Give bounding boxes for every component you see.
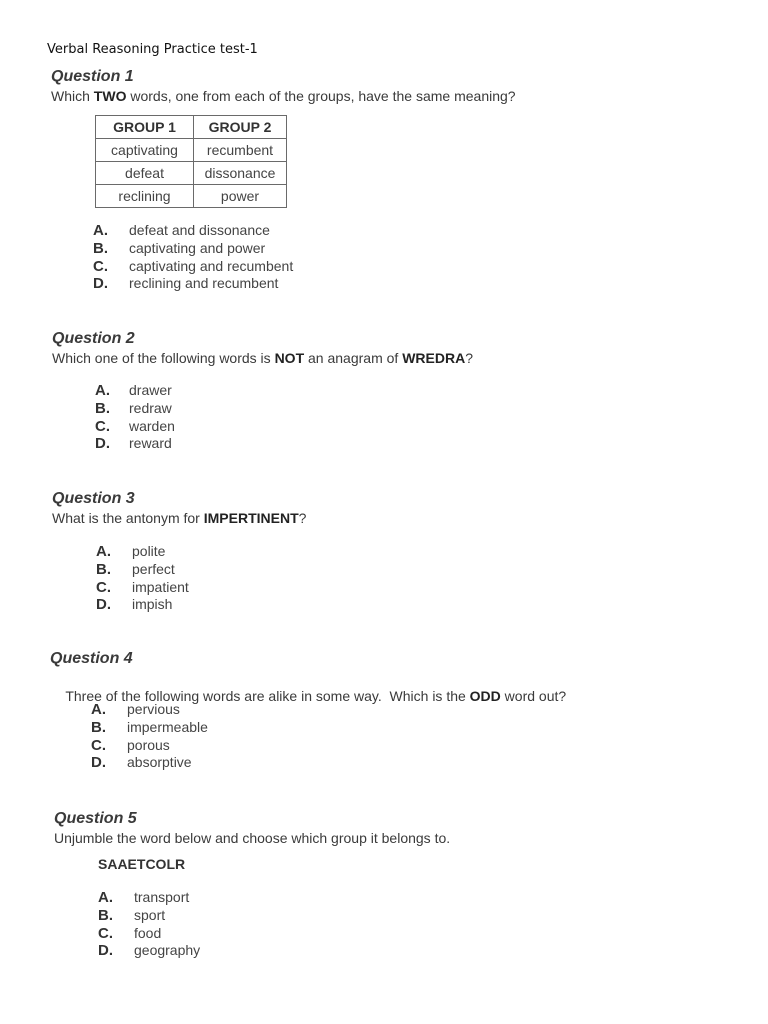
question-5 (54, 809, 450, 847)
question-1 (51, 67, 516, 105)
option-text: food (134, 924, 162, 941)
question-text-part: What is the antonym for (52, 510, 204, 526)
option-c[interactable] (98, 925, 200, 943)
option-letter: C. (98, 924, 113, 942)
option-letter: A. (98, 889, 113, 906)
option-text: drawer (129, 382, 172, 398)
table-cell: recumbent (194, 139, 287, 162)
table-row (96, 185, 287, 208)
table-header-cell: GROUP 2 (194, 116, 287, 139)
option-letter: C. (93, 257, 108, 275)
option-c[interactable] (91, 737, 208, 755)
option-text: defeat and dissonance (129, 222, 270, 238)
option-b[interactable] (91, 719, 208, 737)
option-text: impatient (132, 578, 189, 595)
question-text-part: word out? (500, 688, 567, 704)
option-text: geography (134, 942, 201, 959)
option-text: perfect (132, 560, 175, 577)
table-cell: captivating (96, 139, 194, 162)
option-text: absorptive (127, 754, 192, 771)
option-text: sport (134, 906, 166, 923)
question-heading: Question 5 (54, 810, 137, 827)
option-text: captivating and power (129, 239, 266, 256)
table-header-row (96, 116, 287, 139)
question-text-part: ? (298, 510, 307, 526)
options-list (93, 222, 293, 293)
question-text-part: Unjumble the word below and choose which group it belongs to. (54, 830, 451, 846)
option-letter: A. (95, 382, 110, 399)
option-letter: B. (98, 906, 113, 924)
question-text (54, 829, 450, 847)
question-text-part: ? (465, 350, 473, 366)
option-b[interactable] (96, 561, 189, 579)
option-letter: D. (93, 275, 108, 293)
question-heading: Question 3 (52, 490, 135, 507)
option-d[interactable] (91, 754, 208, 772)
question-heading: Question 2 (52, 330, 135, 347)
option-letter: B. (93, 239, 108, 257)
option-letter: A. (91, 701, 106, 718)
jumbled-word: SAAETCOLR (98, 856, 186, 872)
options-list (95, 382, 175, 453)
option-letter: A. (93, 222, 108, 239)
option-a[interactable] (91, 701, 208, 719)
option-letter: D. (96, 596, 111, 614)
table-cell: defeat (96, 162, 194, 185)
table-row (96, 139, 287, 162)
option-a[interactable] (98, 889, 200, 907)
option-d[interactable] (93, 275, 293, 293)
question-heading: Question 1 (51, 68, 134, 85)
option-text: transport (134, 889, 190, 905)
question-text-part: words, one from each of the groups, have the same meaning? (126, 88, 516, 104)
option-letter: C. (96, 578, 111, 596)
option-a[interactable] (93, 222, 293, 240)
table-row (96, 162, 287, 185)
option-letter: B. (91, 718, 106, 736)
option-b[interactable] (98, 907, 200, 925)
question-keyword: ODD (469, 688, 501, 704)
question-text (52, 349, 473, 367)
option-text: redraw (129, 399, 172, 416)
option-text: impermeable (127, 718, 208, 735)
question-2 (52, 329, 473, 367)
option-text: pervious (127, 701, 180, 717)
option-c[interactable] (93, 258, 293, 276)
option-d[interactable] (98, 942, 200, 960)
question-text-part: Three of the following words are alike in some way. Which is the (65, 688, 470, 704)
document-title: Verbal Reasoning Practice test-1 (47, 42, 258, 57)
option-text: reward (129, 435, 172, 452)
option-c[interactable] (95, 418, 175, 436)
groups-table (95, 115, 287, 208)
question-heading: Question 4 (50, 650, 133, 667)
option-text: captivating and recumbent (129, 257, 294, 274)
options-list (98, 889, 200, 960)
table-cell: power (194, 185, 287, 208)
option-letter: C. (95, 417, 110, 435)
option-c[interactable] (96, 579, 189, 597)
option-letter: C. (91, 736, 106, 754)
question-text-part: Which (51, 88, 94, 104)
option-text: polite (132, 543, 166, 559)
option-letter: A. (96, 543, 111, 560)
table-cell: reclining (96, 185, 194, 208)
question-text (51, 87, 516, 105)
option-d[interactable] (95, 435, 175, 453)
option-b[interactable] (93, 240, 293, 258)
question-text (52, 509, 306, 527)
question-keyword: NOT (274, 350, 305, 366)
table-header-cell: GROUP 1 (96, 116, 194, 139)
option-text: porous (127, 736, 170, 753)
question-keyword: TWO (93, 88, 127, 104)
question-keyword: WREDRA (402, 350, 466, 366)
option-letter: D. (91, 754, 106, 772)
option-text: reclining and recumbent (129, 275, 279, 292)
option-letter: D. (95, 435, 110, 453)
option-letter: B. (95, 399, 110, 417)
question-3 (52, 489, 306, 527)
question-keyword: IMPERTINENT (203, 510, 299, 526)
option-letter: D. (98, 942, 113, 960)
option-b[interactable] (95, 400, 175, 418)
table-cell: dissonance (194, 162, 287, 185)
option-text: warden (129, 417, 175, 434)
question-text-part: an anagram of (304, 350, 403, 366)
question-text-part: Which one of the following words is (52, 350, 275, 366)
options-list (96, 543, 189, 614)
option-d[interactable] (96, 596, 189, 614)
option-text: impish (132, 596, 173, 613)
option-letter: B. (96, 560, 111, 578)
options-list (91, 701, 208, 772)
option-a[interactable] (96, 543, 189, 561)
option-a[interactable] (95, 382, 175, 400)
